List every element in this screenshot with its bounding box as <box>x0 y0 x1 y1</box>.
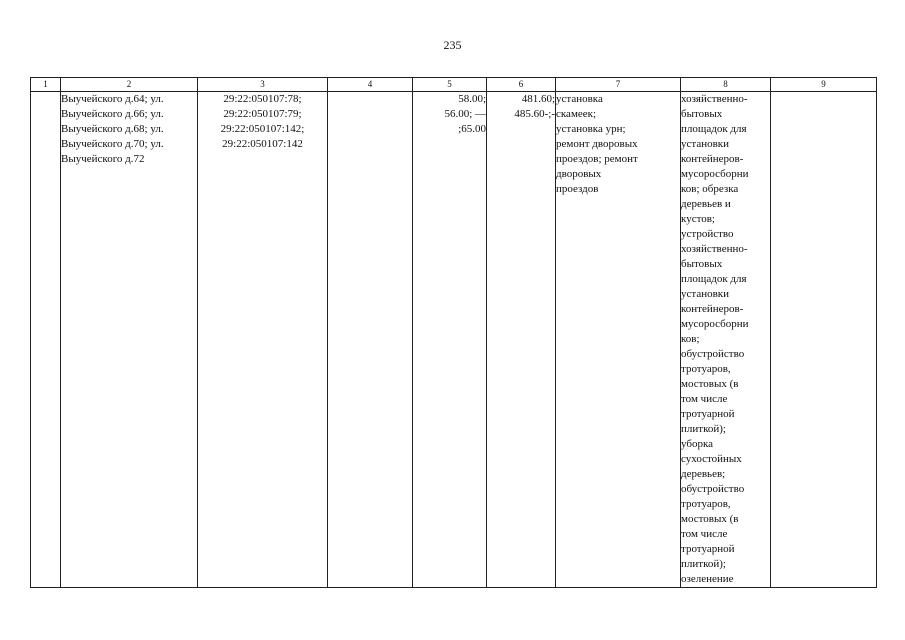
cell-col1 <box>31 92 61 588</box>
cell-col6-values: 481.60; 485.60-;- <box>487 92 556 588</box>
cell-col4 <box>328 92 413 588</box>
cell-col9 <box>771 92 877 588</box>
table-row <box>31 92 877 588</box>
cell-col5-values: 58.00; 56.00; — ;65.00 <box>413 92 487 588</box>
column-header-4: 4 <box>328 78 413 92</box>
page-number: 235 <box>443 38 462 52</box>
column-header-8: 8 <box>681 78 771 92</box>
column-header-9: 9 <box>771 78 877 92</box>
table-header <box>31 78 877 92</box>
header-row <box>31 78 877 92</box>
table-body <box>31 92 877 588</box>
cell-works-details: хозяйственно- бытовых площадок для установки контейнеров- мусоросборни ков; обрезка деревьев и кустов; устройство хозяйственно- бытовых площадок для установки контейнеров- мусоросборни ков; обустройство тротуаров, мостовых (в том числе тротуарной плиткой); уборка сухостойных деревьев; обустройство тротуаров, мостовых (в том числе тротуарной плиткой); озеленение <box>681 92 771 588</box>
column-header-5: 5 <box>413 78 487 92</box>
data-table <box>30 77 877 588</box>
column-header-2: 2 <box>61 78 198 92</box>
column-header-6: 6 <box>487 78 556 92</box>
column-header-1: 1 <box>31 78 61 92</box>
column-header-7: 7 <box>556 78 681 92</box>
cell-address: Выучейского д.64; ул. Выучейского д.66; ул. Выучейского д.68; ул. Выучейского д.70; ул. Выучейского д.72 <box>61 92 198 588</box>
column-header-3: 3 <box>198 78 328 92</box>
cell-cadastral-numbers: 29:22:050107:78; 29:22:050107:79; 29:22:050107:142; 29:22:050107:142 <box>198 92 328 588</box>
cell-works-list: установка скамеек; установка урн; ремонт дворовых проездов; ремонт дворовых проездов <box>556 92 681 588</box>
